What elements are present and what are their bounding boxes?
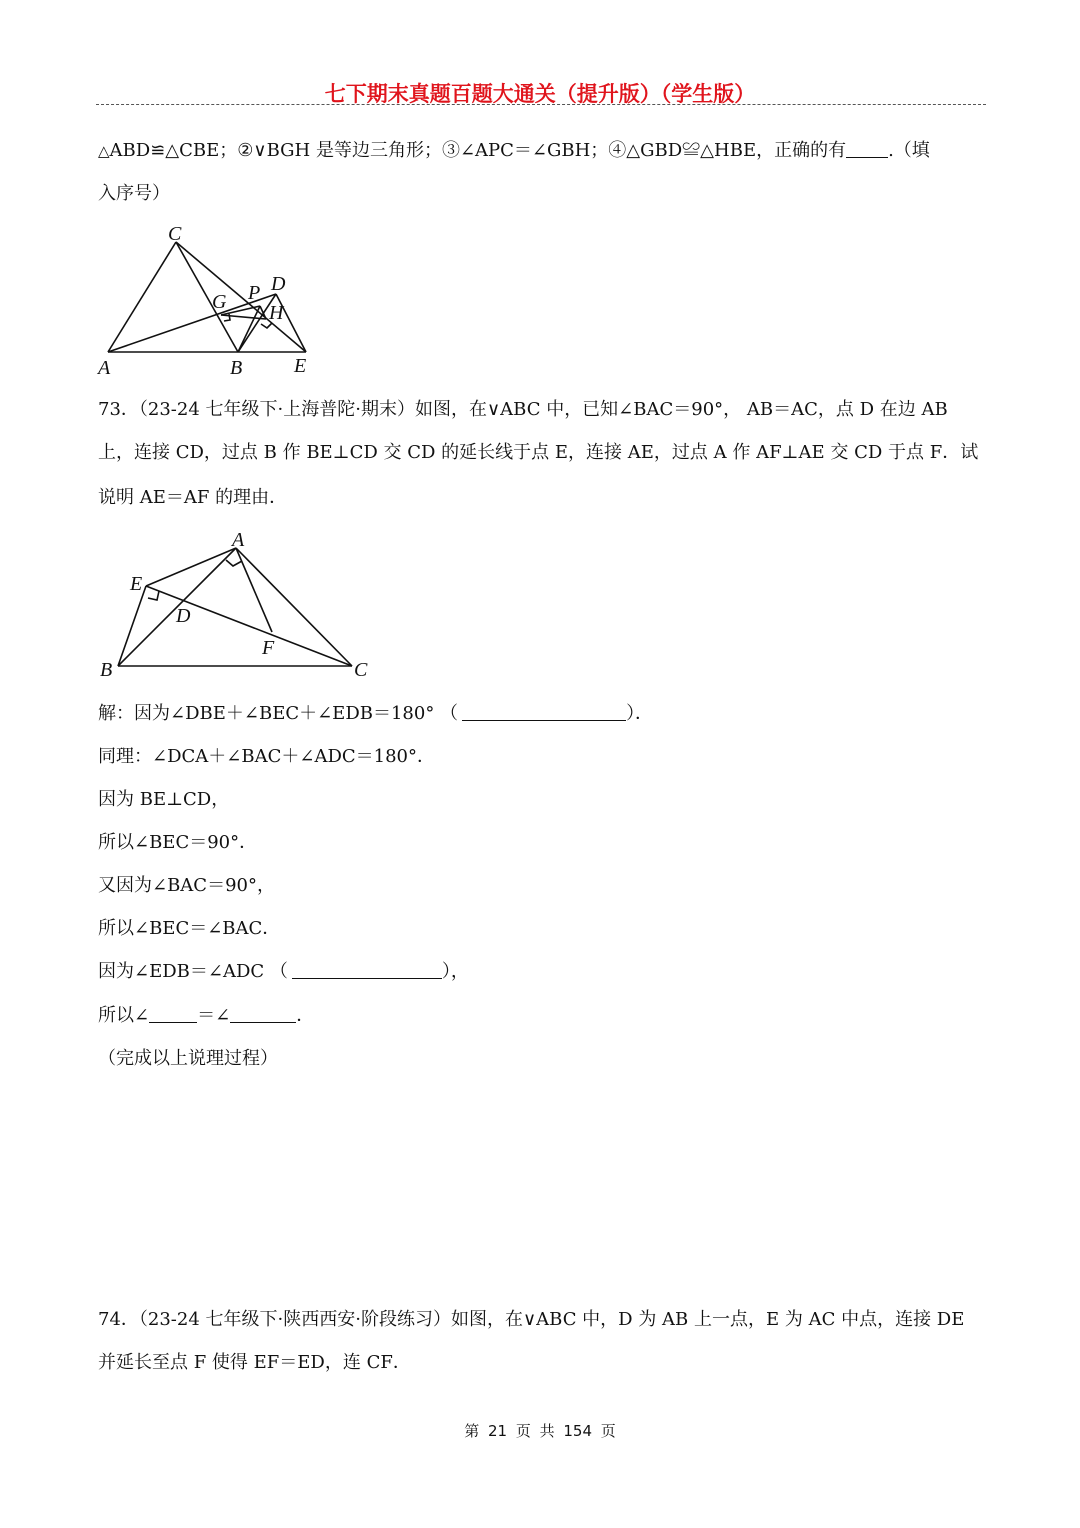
triangle-symbol: △ xyxy=(98,142,110,160)
q73-solution-6: 所以∠BEC＝∠BAC． xyxy=(98,918,281,939)
page-header-title: 七下期末真题百题大通关（提升版）（学生版） xyxy=(324,82,756,106)
label-a: A xyxy=(98,357,111,379)
q73-segment-ea xyxy=(146,548,236,586)
q73-solution-4: 所以∠BEC＝90°． xyxy=(98,832,258,853)
label-b: B xyxy=(100,659,113,681)
label-d: D xyxy=(271,273,286,295)
q73-segment-ac xyxy=(236,548,352,666)
label-h: H xyxy=(269,302,284,324)
q72-segment-gh xyxy=(221,315,266,319)
q73-right-angle-e xyxy=(148,591,159,600)
q73-solution-1-end: ）． xyxy=(626,703,654,724)
label-c: C xyxy=(354,659,368,681)
q73-solution-note: （完成以上说理过程） xyxy=(98,1048,278,1069)
label-d: D xyxy=(176,605,191,627)
label-g: G xyxy=(212,291,227,313)
label-a: A xyxy=(232,529,245,551)
label-c: C xyxy=(168,223,182,245)
q74-line-2: 并延长至点 F 使得 EF＝ED，连 CF． xyxy=(98,1352,411,1373)
q72-line-1 xyxy=(98,139,930,163)
label-b: B xyxy=(230,357,243,379)
q73-blank-1[interactable] xyxy=(462,702,626,721)
q73-blank-2[interactable] xyxy=(292,960,442,979)
q73-solution-8-b: ＝∠ xyxy=(197,1005,231,1026)
q73-right-angle-a xyxy=(226,560,242,566)
q73-solution-8-a: 所以∠ xyxy=(98,1005,150,1026)
label-e: E xyxy=(294,355,307,377)
q73-solution-8 xyxy=(98,1004,314,1028)
q73-solution-3: 因为 BE⊥CD， xyxy=(98,789,230,810)
label-f: F xyxy=(262,637,275,659)
q73-solution-1-text: 解：因为∠DBE＋∠BEC＋∠EDB＝180° （ xyxy=(98,703,459,724)
label-e: E xyxy=(130,573,143,595)
q72-segment-ce xyxy=(176,242,306,352)
q72-segment-cb xyxy=(176,242,238,352)
q73-solution-7-end: ）， xyxy=(441,961,469,982)
q74-line-1: 74．（23-24 七年级下·陕西西安·阶段练习）如图，在∨ABC 中，D 为 AB 上一点，E 为 AC 中点，连接 DE xyxy=(98,1309,965,1330)
q73-segment-be xyxy=(118,586,146,666)
q73-solution-8-c: ． xyxy=(296,1005,315,1026)
q72-fill-hint: .（填 xyxy=(888,140,930,161)
q72-line-2: 入序号） xyxy=(98,183,170,204)
q73-solution-2: 同理：∠DCA＋∠BAC＋∠ADC＝180°． xyxy=(98,746,436,767)
q73-line-3: 说明 AE＝AF 的理由． xyxy=(98,487,288,508)
page-footer-number: 第 21 页 共 154 页 xyxy=(464,1422,616,1440)
header-divider xyxy=(96,104,986,105)
q72-answer-blank[interactable] xyxy=(846,139,888,158)
q72-segment-ac xyxy=(108,242,176,352)
q73-solution-5: 又因为∠BAC＝90°， xyxy=(98,875,275,896)
q73-solution-7 xyxy=(98,960,469,984)
q73-line-1: 73．（23-24 七年级下·上海普陀·期末）如图，在∨ABC 中，已知∠BAC＝90°， AB＝AC，点 D 在边 AB xyxy=(98,399,948,420)
q72-statements: ABD≌△CBE；②∨BGH 是等边三角形；③∠APC＝∠GBH；④△GBD≌△HBE，正确的有 xyxy=(109,140,847,161)
q73-solution-1 xyxy=(98,702,653,726)
q72-figure xyxy=(96,222,326,382)
q73-figure xyxy=(96,528,376,684)
q72-segment-bp xyxy=(238,306,260,352)
q73-blank-3[interactable] xyxy=(149,1004,197,1023)
label-p: P xyxy=(248,282,261,304)
q73-line-2: 上，连接 CD，过点 B 作 BE⊥CD 交 CD 的延长线于点 E，连接 AE，过点 A 作 AF⊥AE 交 CD 于点 F．试 xyxy=(98,442,979,463)
q73-solution-7-text: 因为∠EDB＝∠ADC （ xyxy=(98,961,288,982)
q73-blank-4[interactable] xyxy=(230,1004,296,1023)
